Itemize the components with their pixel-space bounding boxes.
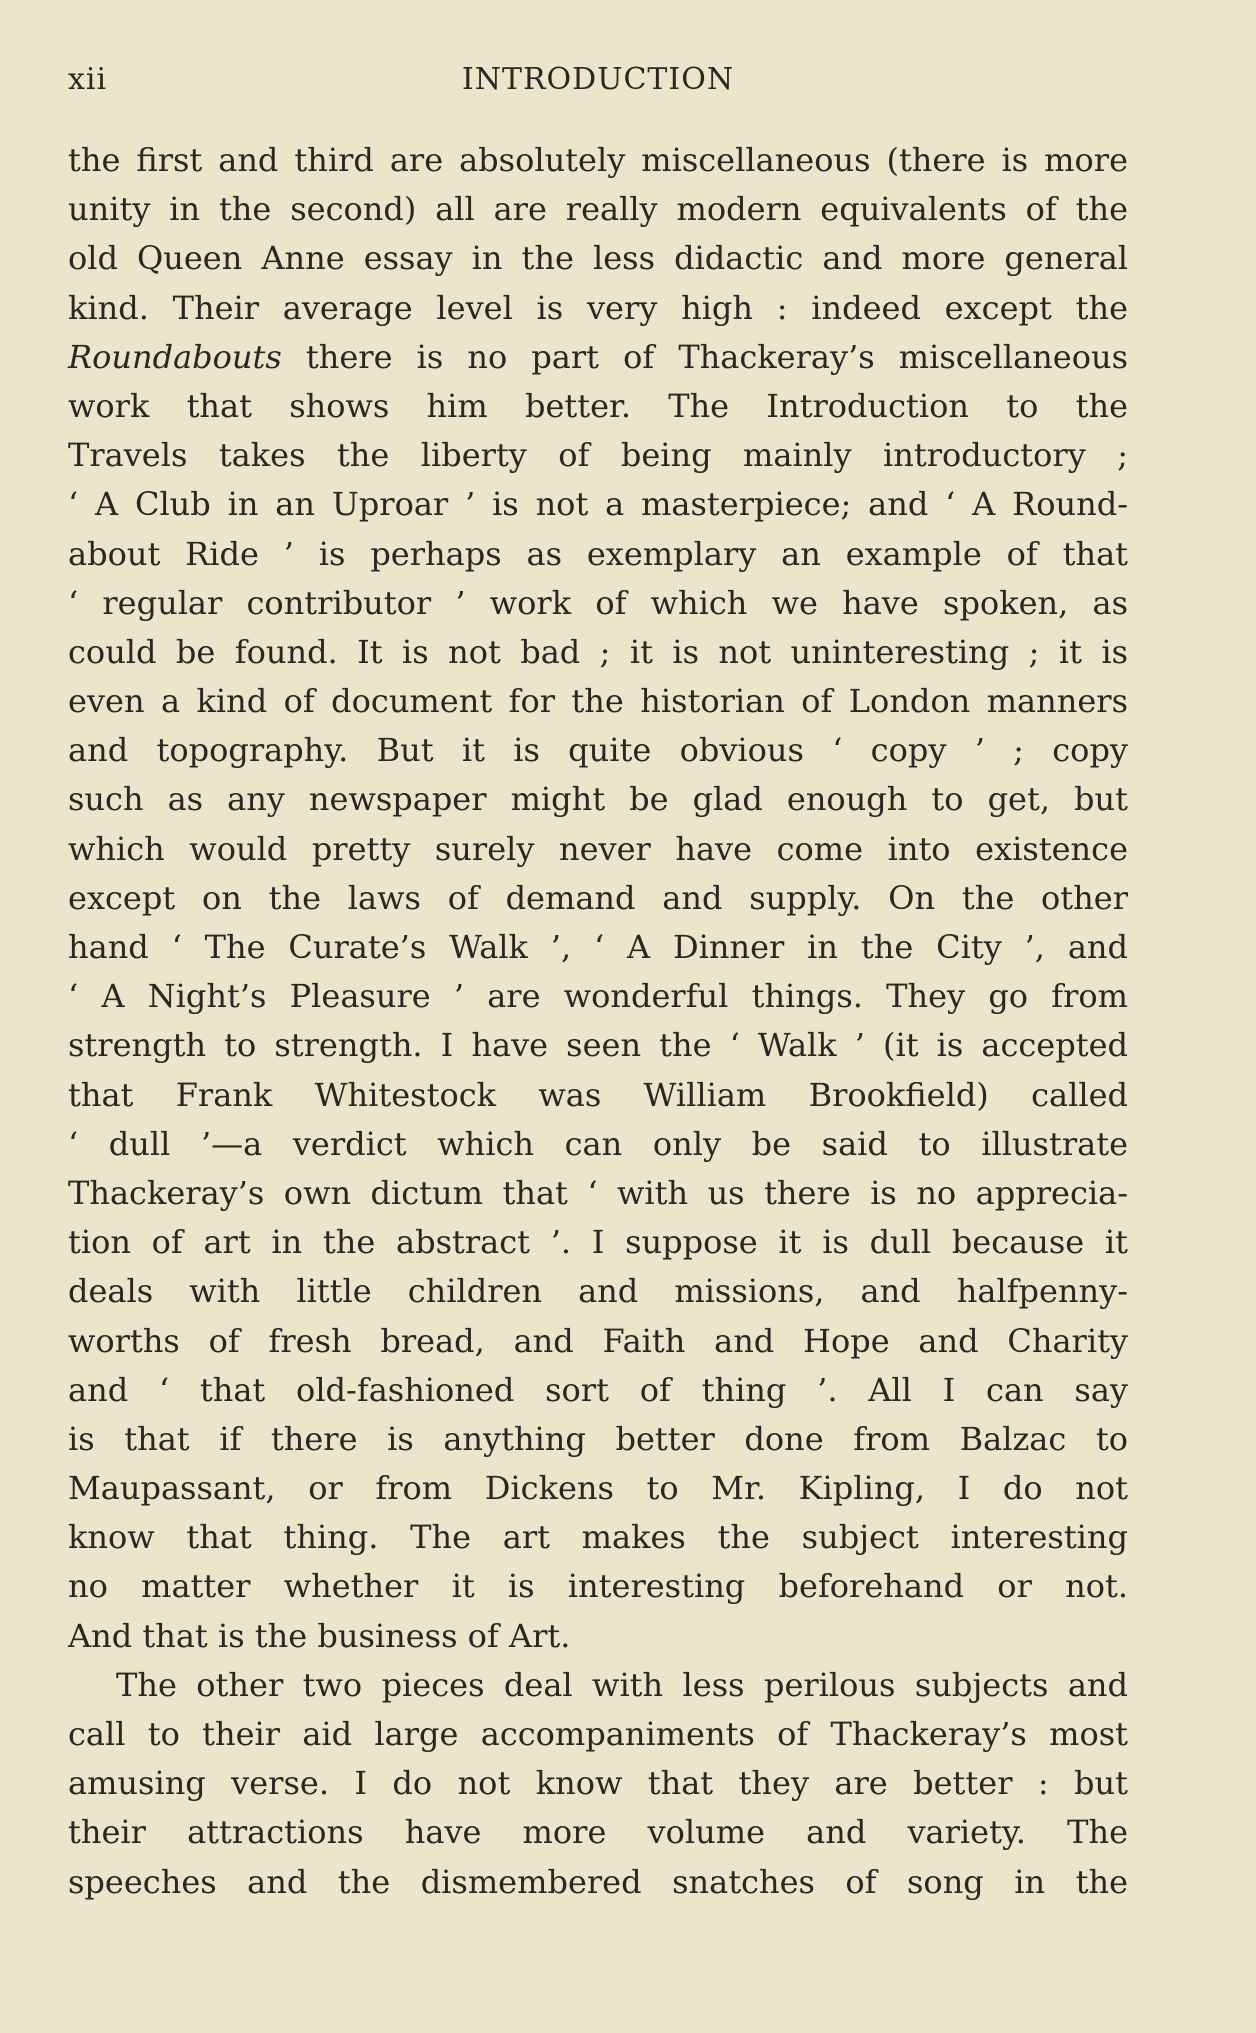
text-line: work that shows him better. The Introduction to the xyxy=(68,386,1128,425)
body-text xyxy=(68,136,1128,1907)
text-line: old Queen Anne essay in the less didactic and more general xyxy=(68,239,1128,278)
text-line: ‘ A Club in an Uproar ’ is not a masterpiece; and ‘ A Round- xyxy=(68,485,1128,524)
running-title: INTRODUCTION xyxy=(461,62,735,97)
text-line: worths of fresh bread, and Faith and Hope and Charity xyxy=(68,1321,1128,1360)
text-line: that Frank Whitestock was William Brookfield) called xyxy=(68,1075,1128,1114)
text-line: ‘ regular contributor ’ work of which we have spoken, as xyxy=(68,583,1128,622)
text-line: hand ‘ The Curate’s Walk ’, ‘ A Dinner in the City ’, and xyxy=(68,928,1128,966)
text-line-with-italic xyxy=(68,333,1128,382)
paragraph-last-line: And that is the business of Art. xyxy=(68,1616,571,1655)
text-line: amusing verse. I do not know that they are better : but xyxy=(68,1764,1128,1803)
text-line: kind. Their average level is very high : indeed except the xyxy=(68,288,1128,327)
text-line: Maupassant, or from Dickens to Mr. Kipling, I do not xyxy=(68,1469,1128,1508)
text-line: about Ride ’ is perhaps as exemplary an example of that xyxy=(68,534,1128,573)
text-line: except on the laws of demand and supply. On the other xyxy=(68,878,1128,917)
text-line: is that if there is anything better done from Balzac to xyxy=(68,1419,1128,1458)
page-number: xii xyxy=(68,62,108,97)
text-line: tion of art in the abstract ’. I suppose it is dull because it xyxy=(68,1223,1128,1262)
text-line: ‘ dull ’—a verdict which can only be said to illustrate xyxy=(68,1124,1128,1163)
text-line: no matter whether it is interesting beforehand or not. xyxy=(68,1567,1128,1606)
text-line: speeches and the dismembered snatches of song in the xyxy=(68,1862,1128,1901)
paragraph-first-line: The other two pieces deal with less perilous subjects and xyxy=(116,1665,1128,1704)
page-header xyxy=(68,62,1128,102)
text-line: Travels takes the liberty of being mainly introductory ; xyxy=(68,436,1128,475)
text-line: and ‘ that old-fashioned sort of thing ’. All I can say xyxy=(68,1370,1128,1409)
text-line: ‘ A Night’s Pleasure ’ are wonderful things. They go from xyxy=(68,977,1128,1016)
text-line: call to their aid large accompaniments of Thackeray’s most xyxy=(68,1715,1128,1753)
text-line: could be found. It is not bad ; it is not uninteresting ; it is xyxy=(68,632,1128,671)
text-line: deals with little children and missions, and halfpenny- xyxy=(68,1272,1128,1311)
text-line: know that thing. The art makes the subject interesting xyxy=(68,1518,1128,1557)
text-line: unity in the second) all are really modern equivalents of the xyxy=(68,190,1128,229)
text-line: Thackeray’s own dictum that ‘ with us there is no apprecia- xyxy=(68,1173,1128,1212)
text-line: even a kind of document for the historian of London manners xyxy=(68,682,1128,721)
text-line-rest: there is no part of Thackeray’s miscellaneous xyxy=(305,337,1129,376)
text-line: such as any newspaper might be glad enough to get, but xyxy=(68,780,1128,819)
text-line: the first and third are absolutely miscellaneous (there is more xyxy=(68,141,1128,179)
text-line: their attractions have more volume and variety. The xyxy=(68,1813,1128,1852)
italic-title: Roundabouts xyxy=(68,337,282,376)
text-line: and topography. But it is quite obvious ‘ copy ’ ; copy xyxy=(68,731,1128,770)
text-line: strength to strength. I have seen the ‘ Walk ’ (it is accepted xyxy=(68,1026,1128,1065)
text-line: which would pretty surely never have come into existence xyxy=(68,829,1128,868)
